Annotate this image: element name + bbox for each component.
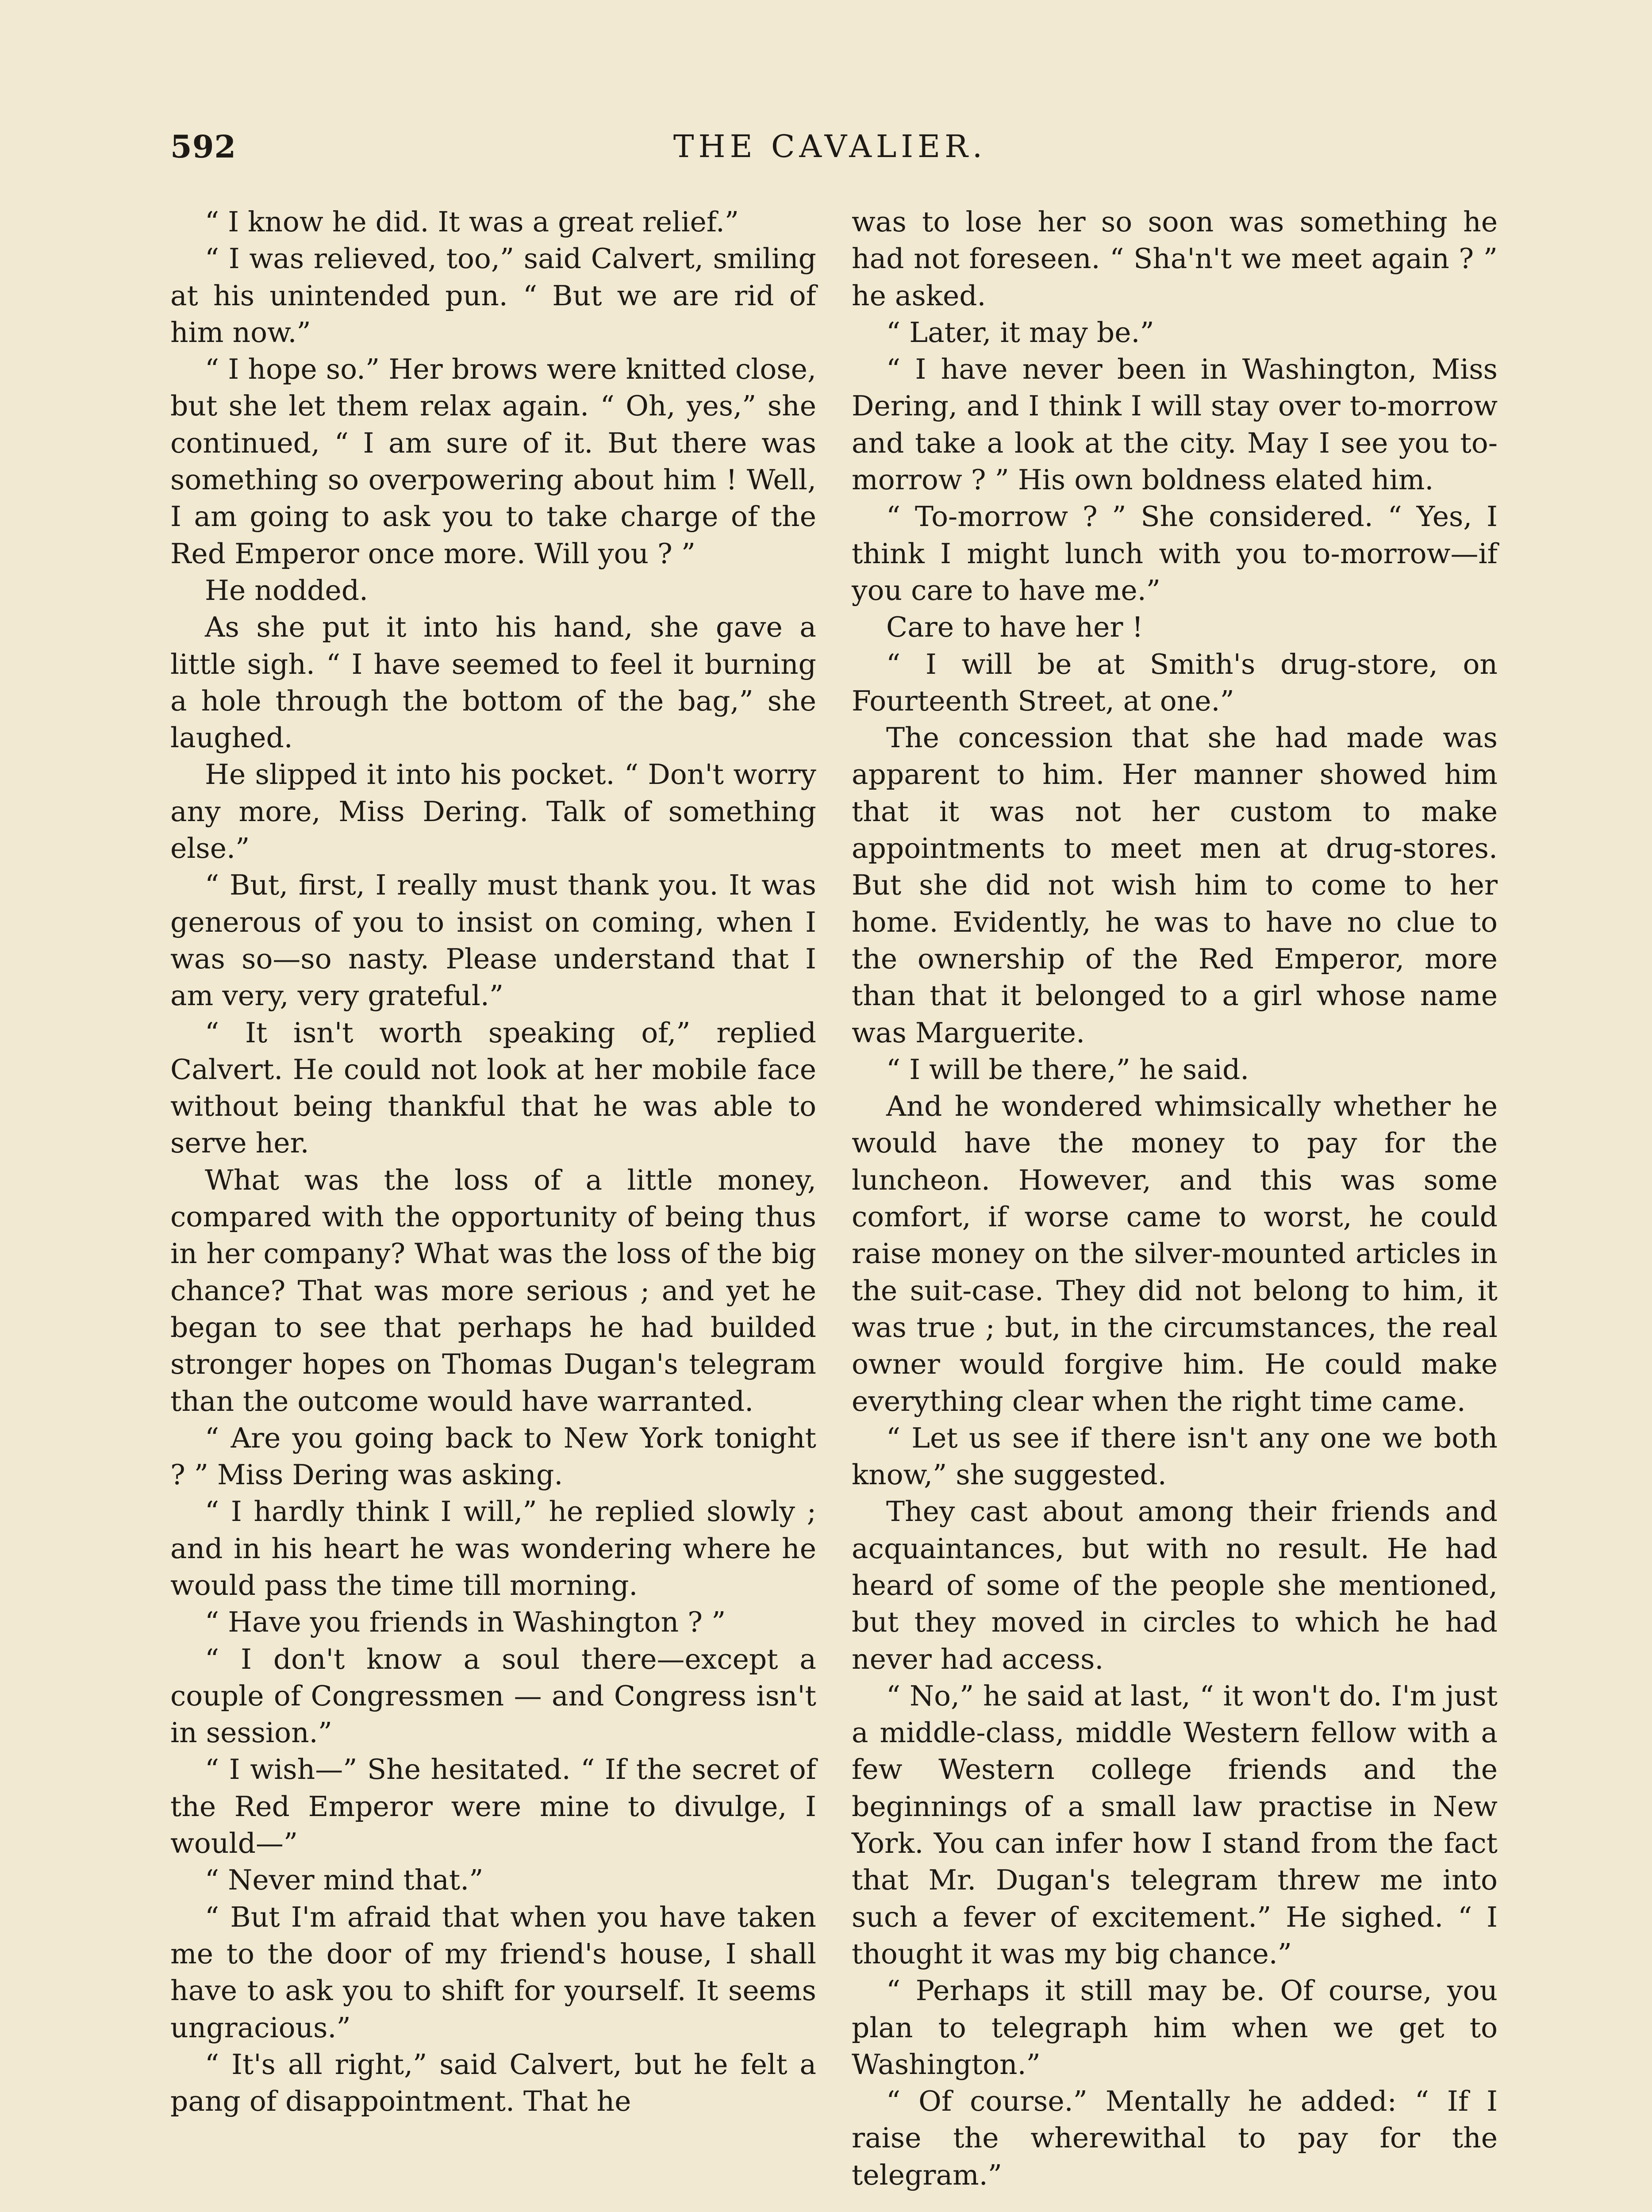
paragraph: He nodded.	[205, 574, 369, 607]
paragraph: “ No,” he said at last, “ it won't do. I'm just a middle-class, middle Western fellow with a few Western college friends and the beginnings of a small law practise in New York. You can infer how I stand from the fact that Mr. Dugan's telegram threw me into such a fever of excitement.” He sighed. “ I thought it was my big chance.”	[852, 1679, 1498, 1970]
paragraph: “ Perhaps it still may be. Of course, you plan to telegraph him when we get to Washington.”	[852, 1974, 1498, 2081]
paragraph: “ I know he did. It was a great relief.”	[205, 206, 739, 238]
left-column	[170, 204, 816, 2120]
paragraph: “ But I'm afraid that when you have taken me to the door of my friend's house, I shall have to ask you to shift for yourself. It seems ungracious.”	[170, 1901, 816, 2044]
right-column	[852, 204, 1498, 2193]
paragraph: “ Are you going back to New York tonight ? ” Miss Dering was asking.	[170, 1421, 816, 1491]
paragraph: “ It's all right,” said Calvert, but he felt a pang of disappointment. That he	[170, 2048, 816, 2118]
paragraph: “ I hope so.” Her brows were knitted close, but she let them relax again. “ Oh, yes,” she continued, “ I am sure of it. But there was something so overpowering about him ! Well, I am going to ask you to take charge of the Red Emperor once more. Will you ? ”	[170, 353, 816, 570]
paragraph: He slipped it into his pocket. “ Don't worry any more, Miss Dering. Talk of something else.”	[170, 758, 816, 865]
paragraph: “ To-morrow ? ” She considered. “ Yes, I think I might lunch with you to-morrow—if you care to have me.”	[852, 500, 1498, 607]
paragraph: “ I will be there,” he said.	[886, 1053, 1249, 1086]
page-header	[170, 128, 1490, 181]
paragraph: Care to have her !	[886, 611, 1143, 644]
paragraph: “ Later, it may be.”	[886, 316, 1154, 349]
paragraph: “ I have never been in Washington, Miss Dering, and I think I will stay over to-morrow and take a look at the city. May I see you to-morrow ? ” His own boldness elated him.	[852, 353, 1498, 496]
paragraph: “ I was relieved, too,” said Calvert, smiling at his unintended pun. “ But we are rid of him now.”	[170, 242, 816, 349]
paragraph: “ I hardly think I will,” he replied slowly ; and in his heart he was wondering where he would pass the time till morning.	[170, 1495, 816, 1601]
paragraph: “ Never mind that.”	[205, 1864, 484, 1897]
paragraph: “ But, first, I really must thank you. It was generous of you to insist on coming, when I was so—so nasty. Please understand that I am very, very grateful.”	[170, 869, 816, 1012]
paragraph: “ Of course.” Mentally he added: “ If I raise the wherewithal to pay for the telegram.”	[852, 2085, 1498, 2191]
paragraph: And he wondered whimsically whether he would have the money to pay for the luncheon. However, and this was some comfort, if worse came to worst, he could raise money on the silver-mounted articles in the suit-case. They did not belong to him, it was true ; but, in the circumstances, the real owner would forgive him. He could make everything clear when the right time came.	[852, 1090, 1498, 1417]
paragraph: “ I wish—” She hesitated. “ If the secret of the Red Emperor were mine to divulge, I would—”	[170, 1753, 816, 1860]
paragraph: “ Let us see if there isn't any one we both know,” she suggested.	[852, 1421, 1498, 1491]
paragraph: The concession that she had made was apparent to him. Her manner showed him that it was not her custom to make appointments to meet men at drug-stores. But she did not wish him to come to her home. Evidently, he was to have no clue to the ownership of the Red Emperor, more than that it belonged to a girl whose name was Marguerite.	[852, 722, 1498, 1049]
page-number: 592	[170, 128, 237, 165]
paragraph: “ I will be at Smith's drug-store, on Fourteenth Street, at one.”	[852, 648, 1498, 717]
paragraph: “ Have you friends in Washington ? ”	[205, 1606, 726, 1639]
paragraph: “ It isn't worth speaking of,” replied Calvert. He could not look at her mobile face without being thankful that he was able to serve her.	[170, 1016, 816, 1160]
paragraph: “ I don't know a soul there—except a couple of Congressmen — and Congress isn't in session.”	[170, 1643, 816, 1749]
paragraph: They cast about among their friends and acquaintances, but with no result. He had heard of some of the people she mentioned, but they moved in circles to which he had never had access.	[852, 1495, 1498, 1675]
paragraph-continued: was to lose her so soon was something he had not foreseen. “ Sha'n't we meet again ? ” he asked.	[852, 206, 1498, 312]
running-title: THE CAVALIER.	[673, 128, 987, 165]
paragraph: As she put it into his hand, she gave a little sigh. “ I have seemed to feel it burning a hole through the bottom of the bag,” she laughed.	[170, 611, 816, 754]
paragraph: What was the loss of a little money, compared with the opportunity of being thus in her company? What was the loss of the big chance? That was more serious ; and yet he began to see that perhaps he had builded stronger hopes on Thomas Dugan's telegram than the outcome would have warranted.	[170, 1164, 816, 1417]
